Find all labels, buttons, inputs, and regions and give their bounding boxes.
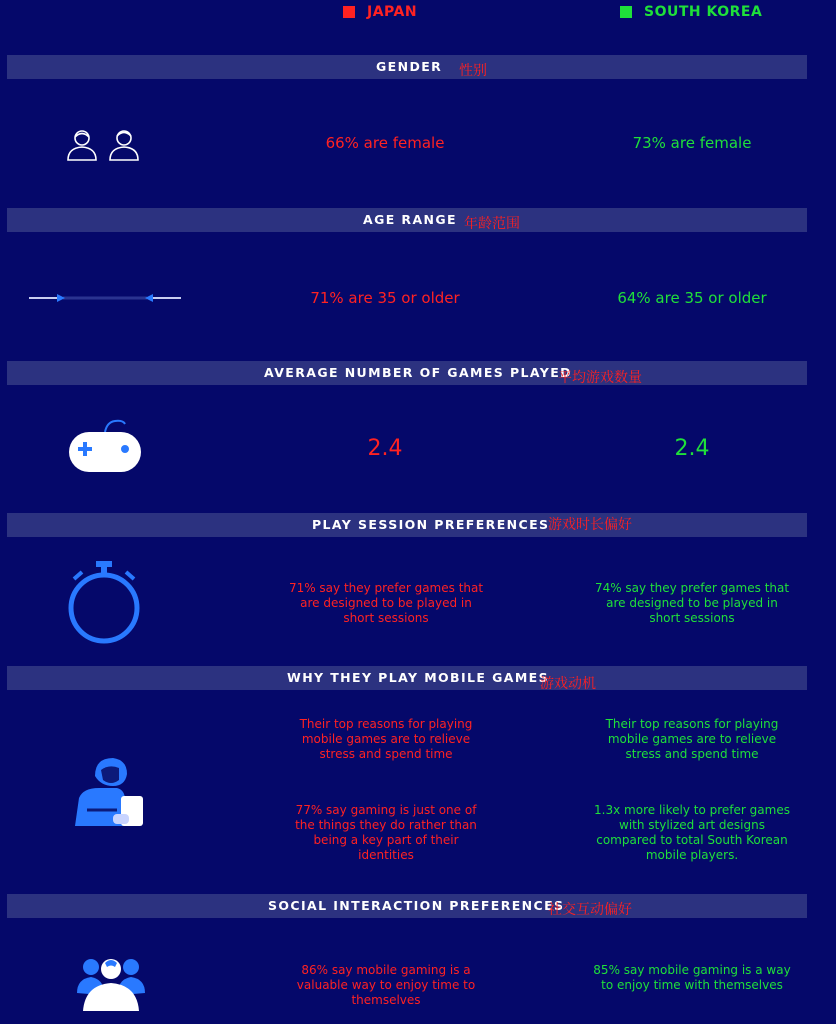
gender-cn-label: 性别	[459, 63, 487, 79]
social-cn-label: 社交互动偏好	[548, 902, 632, 918]
gender-japan-stat: 66% are female	[325, 134, 445, 152]
session-title: PLAY SESSION PREFERENCES	[312, 517, 550, 532]
why-cn-label: 游戏动机	[540, 676, 596, 692]
legend-japan-label: JAPAN	[367, 4, 418, 20]
social-korea-text: 85% say mobile gaming is a way to enjoy time with themselves	[593, 963, 791, 992]
group-of-people-icon	[75, 955, 147, 1015]
person-with-phone-icon	[73, 756, 147, 832]
games-header-bar	[7, 361, 807, 385]
social-japan-text: 86% say mobile gaming is a valuable way to enjoy time to themselves	[296, 963, 476, 1007]
why-title: WHY THEY PLAY MOBILE GAMES	[287, 670, 550, 685]
session-cn-label: 游戏时长偏好	[548, 517, 632, 533]
why-korea-text-1: Their top reasons for playing mobile games are to relieve stress and spend time	[605, 717, 779, 761]
age-korea-stat: 64% are 35 or older	[617, 289, 767, 307]
session-korea-text: 74% say they prefer games that are designed to be played in short sessions	[594, 581, 790, 625]
age-range-slider-icon	[29, 290, 181, 309]
age-title: AGE RANGE	[363, 212, 457, 227]
legend-korea-label: SOUTH KOREA	[644, 4, 763, 20]
legend-south-korea	[620, 4, 762, 20]
stopwatch-icon	[64, 560, 144, 650]
legend-japan	[343, 4, 417, 20]
why-header-bar	[7, 666, 807, 690]
why-japan-text-1: Their top reasons for playing mobile games are to relieve stress and spend time	[299, 717, 473, 761]
why-japan-text-2: 77% say gaming is just one of the things they do rather than being a key part of their identities	[295, 803, 477, 862]
why-korea-text-2: 1.3x more likely to prefer games with stylized art designs compared to total South Korean mobile players.	[594, 803, 790, 862]
age-header-bar	[7, 208, 807, 232]
japan-swatch	[343, 6, 355, 18]
gender-title: GENDER	[376, 59, 443, 74]
games-title: AVERAGE NUMBER OF GAMES PLAYED	[264, 365, 572, 380]
age-cn-label: 年龄范围	[464, 216, 520, 232]
gender-header-bar	[7, 55, 807, 79]
age-japan-stat: 71% are 35 or older	[310, 289, 460, 307]
gender-korea-stat: 73% are female	[632, 134, 752, 152]
games-cn-label: 平均游戏数量	[558, 370, 642, 386]
social-title: SOCIAL INTERACTION PREFERENCES	[268, 898, 565, 913]
social-header-bar	[7, 894, 807, 918]
session-header-bar	[7, 513, 807, 537]
gamepad-icon	[67, 418, 143, 478]
session-japan-text: 71% say they prefer games that are designed to be played in short sessions	[288, 581, 484, 625]
games-japan-stat: 2.4	[367, 436, 403, 461]
games-korea-stat: 2.4	[674, 436, 710, 461]
male-female-icon	[66, 128, 142, 168]
korea-swatch	[620, 6, 632, 18]
